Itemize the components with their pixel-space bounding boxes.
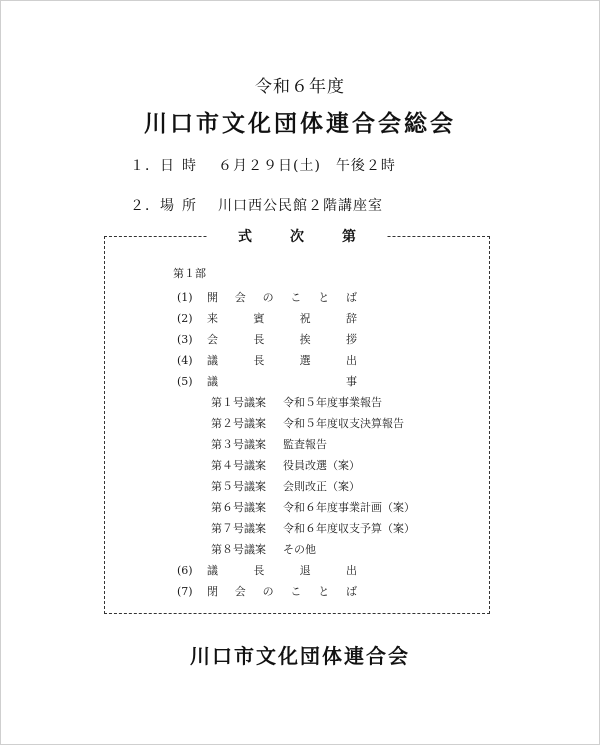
program-item-char: 出 xyxy=(345,564,357,577)
bill-number: 第７号議案 xyxy=(211,522,266,535)
program-item xyxy=(177,562,357,578)
bill-item xyxy=(211,478,360,494)
bill-title: 令和５年度事業報告 xyxy=(283,396,382,409)
era-heading: 令和６年度 xyxy=(255,77,345,97)
program-item-char: 来 xyxy=(207,312,218,325)
info-number: ２． xyxy=(130,198,160,214)
program-item-label xyxy=(207,331,357,347)
document-title: 川口市文化団体連合会総会 xyxy=(144,110,456,137)
bill-number: 第８号議案 xyxy=(211,543,266,556)
part-label: 第１部 xyxy=(173,267,206,280)
program-item-char: と xyxy=(318,585,330,598)
program-item-char: 祝 xyxy=(299,312,311,325)
program-item-number: (1) xyxy=(177,291,193,304)
bill-title: 令和６年度収支予算（案） xyxy=(283,522,415,535)
program-heading xyxy=(105,226,489,246)
program-item xyxy=(177,583,357,599)
bill-number: 第５号議案 xyxy=(211,480,266,493)
bill-number: 第４号議案 xyxy=(211,459,266,472)
program-item xyxy=(177,352,357,368)
program-item xyxy=(177,373,357,389)
program-item-number: (7) xyxy=(177,585,193,598)
bill-number: 第１号議案 xyxy=(211,396,266,409)
program-item xyxy=(177,289,357,305)
bill-number: 第２号議案 xyxy=(211,417,266,430)
bill-title: 会則改正（案） xyxy=(283,480,360,493)
info-key-char: 場 xyxy=(160,198,175,214)
program-item-label xyxy=(207,289,357,305)
info-key-char: 日 xyxy=(160,158,175,174)
program-item-char: の xyxy=(262,291,274,304)
program-item-char: 挨 xyxy=(299,333,311,346)
info-value: ６月２９日(土) 午後２時 xyxy=(218,158,396,174)
organization-footer: 川口市文化団体連合会 xyxy=(190,644,410,668)
bill-item xyxy=(211,415,404,431)
program-item-number: (2) xyxy=(177,312,193,325)
program-item-char: 開 xyxy=(207,291,218,304)
program-item-char: 出 xyxy=(345,354,357,367)
program-item-label xyxy=(207,373,357,389)
bill-item xyxy=(211,520,415,536)
program-heading-char: 次 xyxy=(271,226,323,246)
program-item-char: 長 xyxy=(253,354,265,367)
program-item-char: 会 xyxy=(234,291,246,304)
program-item-char: 長 xyxy=(253,564,265,577)
program-item-char: の xyxy=(262,585,274,598)
program-item-char: 会 xyxy=(207,333,218,346)
program-item-char: 議 xyxy=(207,564,218,577)
bill-title: 令和５年度収支決算報告 xyxy=(283,417,404,430)
bill-item xyxy=(211,394,382,410)
program-item-char: こ xyxy=(290,291,302,304)
program-item-label xyxy=(207,562,357,578)
program-item-char: こ xyxy=(290,585,302,598)
program-item-label xyxy=(207,352,357,368)
program-heading-char: 第 xyxy=(323,226,375,246)
info-value: 川口西公民館２階講座室 xyxy=(218,198,383,214)
program-item-char: 議 xyxy=(207,354,218,367)
program-item-char: 会 xyxy=(234,585,246,598)
program-item-char: 賓 xyxy=(253,312,265,325)
bill-title: その他 xyxy=(283,543,316,556)
program-item-char: 選 xyxy=(299,354,311,367)
program-item-char: 拶 xyxy=(345,333,357,346)
program-item-char: 議 xyxy=(207,375,218,388)
program-item-char: ば xyxy=(345,585,357,598)
info-key-char: 所 xyxy=(182,198,197,214)
program-box xyxy=(104,229,490,614)
program-item-number: (4) xyxy=(177,354,193,367)
program-item-char: 辞 xyxy=(345,312,357,325)
info-number: １． xyxy=(130,158,160,174)
bill-title: 役員改選（案） xyxy=(283,459,360,472)
program-item-label xyxy=(207,310,357,326)
program-item-char: と xyxy=(318,291,330,304)
program-item-char: 事 xyxy=(346,375,357,388)
program-item-number: (3) xyxy=(177,333,193,346)
program-item xyxy=(177,331,357,347)
program-heading-char: 式 xyxy=(219,226,271,246)
info-venue xyxy=(130,195,383,215)
bill-item xyxy=(211,499,415,515)
program-item-char: 長 xyxy=(253,333,265,346)
bill-number: 第６号議案 xyxy=(211,501,266,514)
bill-item xyxy=(211,541,316,557)
bill-item xyxy=(211,457,360,473)
program-item-number: (5) xyxy=(177,375,193,388)
program-item-char: 閉 xyxy=(207,585,218,598)
program-item-label xyxy=(207,583,357,599)
program-item-number: (6) xyxy=(177,564,193,577)
info-datetime xyxy=(130,155,396,175)
program-item xyxy=(177,310,357,326)
bill-title: 監査報告 xyxy=(283,438,327,451)
bill-title: 令和６年度事業計画（案） xyxy=(283,501,415,514)
info-key-char: 時 xyxy=(182,158,197,174)
program-item-char: ば xyxy=(345,291,357,304)
program-item-char: 退 xyxy=(299,564,311,577)
bill-number: 第３号議案 xyxy=(211,438,266,451)
bill-item xyxy=(211,436,327,452)
